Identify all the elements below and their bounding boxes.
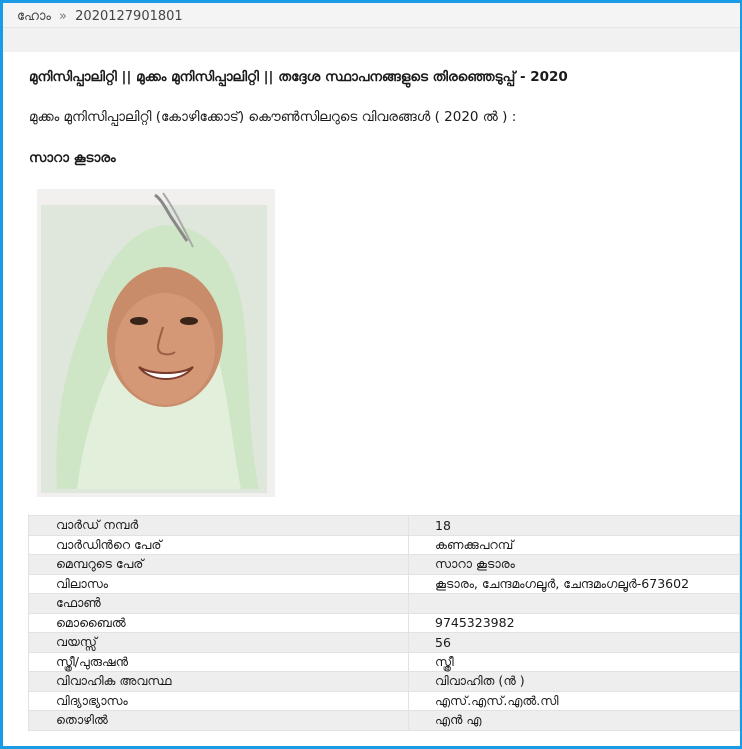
detail-label: വാർഡ് നമ്പർ [29, 516, 409, 536]
main-content [3, 52, 740, 746]
detail-value [409, 594, 740, 614]
councillor-details-table [28, 515, 740, 731]
table-row [29, 633, 740, 653]
breadcrumb-current: 2020127901801 [75, 9, 183, 24]
detail-value: എൻ എ [409, 711, 740, 731]
table-row [29, 711, 740, 731]
detail-value: കണക്കുപറമ്പ് [409, 535, 740, 555]
portrait-image [37, 189, 275, 497]
table-row [29, 691, 740, 711]
detail-label: വയസ്സ് [29, 633, 409, 653]
detail-value: സ്ത്രീ [409, 652, 740, 672]
breadcrumb [17, 9, 183, 24]
breadcrumb-home-link[interactable]: ഹോം [17, 9, 51, 24]
table-row [29, 613, 740, 633]
breadcrumb-separator: » [59, 9, 68, 24]
councillor-photo [37, 189, 275, 497]
detail-label: മൊബൈൽ [29, 613, 409, 633]
detail-value: 56 [409, 633, 740, 653]
menu-strip [3, 28, 740, 52]
detail-label: വിദ്യാഭ്യാസം [29, 691, 409, 711]
detail-label: വാർഡിൻറെ പേര് [29, 535, 409, 555]
detail-value: വിവാഹിത (ൻ ) [409, 672, 740, 692]
detail-label: മെമ്പറുടെ പേര് [29, 555, 409, 575]
table-row [29, 574, 740, 594]
breadcrumb-bar [3, 3, 740, 28]
table-row [29, 555, 740, 575]
detail-value: എസ്.എസ്.എൽ.സി [409, 691, 740, 711]
page-title: മുനിസിപ്പാലിറ്റി || മുക്കം മുനിസിപ്പാലിറ്റി || തദ്ദേശ സ്ഥാപനങ്ങളുടെ തിരഞ്ഞെടുപ്പ് - 2020 [29, 69, 568, 85]
detail-label: തൊഴിൽ [29, 711, 409, 731]
detail-value: സാറാ കൂടാരം [409, 555, 740, 575]
councillor-name: സാറാ കൂടാരം [29, 150, 116, 166]
detail-value: 9745323982 [409, 613, 740, 633]
page-subtitle: മുക്കം മുനിസിപ്പാലിറ്റി (കോഴിക്കോട്) കൌൺസിലറുടെ വിവരങ്ങൾ ( 2020 ൽ ) : [29, 109, 517, 125]
detail-value: കൂടാരം, ചേന്ദമംഗലൂർ, ചേന്ദമംഗലൂർ-673602 [409, 574, 740, 594]
detail-label: വിലാസം [29, 574, 409, 594]
table-row [29, 516, 740, 536]
table-row [29, 535, 740, 555]
table-row [29, 594, 740, 614]
table-row [29, 652, 740, 672]
detail-label: ഫോൺ [29, 594, 409, 614]
detail-label: സ്ത്രീ/പുരുഷൻ [29, 652, 409, 672]
table-row [29, 672, 740, 692]
detail-label: വിവാഹിക അവസ്ഥ [29, 672, 409, 692]
detail-value: 18 [409, 516, 740, 536]
